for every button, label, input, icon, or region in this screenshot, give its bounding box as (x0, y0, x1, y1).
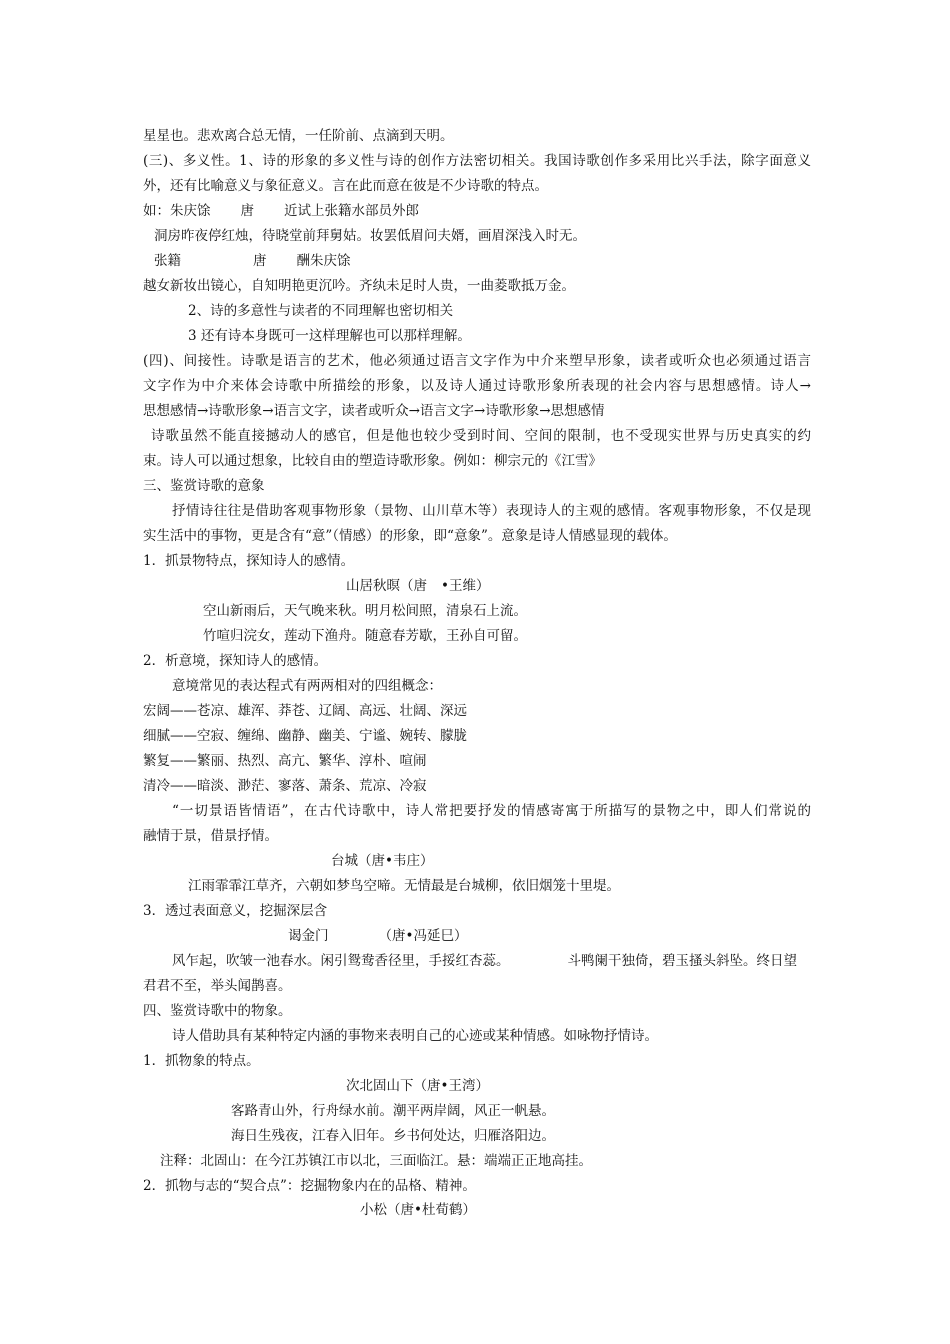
dynasty: 唐 (253, 253, 267, 269)
poem-title: 近试上张籍水部员外郎 (284, 203, 419, 219)
poet-name: （唐•冯延巳） (378, 928, 468, 944)
paragraph-line: (四)、间接性。诗歌是语言的艺术，他必须通过语言文字作为中介来塑早形象，读者或听众也必须通过语言 (143, 353, 811, 369)
text-line: 意境常见的表达程式有两两相对的四组概念： (172, 678, 442, 694)
text-line: 实生活中的事物，更是含有“意”（情感）的形象，即“意象”。意象是诗人情感显现的载体。 (143, 528, 677, 544)
paragraph-line: 文字作为中介来体会诗歌中所描绘的形象，以及诗人通过诗歌形象所表现的社会内容与思想感情。诗人→ (143, 378, 811, 394)
poem-verse: 斗鸭阑干独倚，碧玉搔头斜坠。终日望 (567, 953, 797, 969)
subheading: 2．抓物与志的“契合点”：挖掘物象内在的品格、精神。 (143, 1178, 476, 1194)
dynasty: 唐 (240, 203, 254, 219)
section-heading: 三、鉴赏诗歌的意象 (143, 478, 265, 494)
poem-line: 客路青山外，行舟绿水前。潮平两岸阔，风正一帆悬。 (231, 1103, 555, 1119)
poem-title-line (288, 924, 950, 948)
poem-line (172, 949, 811, 973)
poet-name: 如：朱庆馀 (143, 203, 211, 219)
poem-line: 空山新雨后，天气晚来秋。明月松间照，清泉石上流。 (203, 603, 527, 619)
poem-line: 洞房昨夜停红烛，待晓堂前拜舅姑。妆罢低眉问夫婿，画眉深浅入时无。 (154, 228, 586, 244)
text-line: 诗人借助具有某种特定内涵的事物来表明自己的心迹或某种情感。如咏物抒情诗。 (172, 1028, 658, 1044)
paragraph-line: “一切景语皆情语”，在古代诗歌中，诗人常把要抒发的情感寄寓于所描写的景物之中，即人们常说的 (172, 803, 811, 819)
subheading: 2．析意境，探知诗人的感情。 (143, 653, 328, 669)
concept-line: 细腻——空寂、缠绵、幽静、幽美、宁谧、婉转、朦胧 (143, 728, 467, 744)
poem-title: 谒金门 (288, 928, 329, 944)
paragraph-line: 诗歌虽然不能直接撼动人的感官，但是他也较少受到时间、空间的限制，也不受现实世界与历史真实的约 (151, 428, 811, 444)
poem-line: 海日生残夜，江春入旧年。乡书何处达，归雁洛阳边。 (231, 1128, 555, 1144)
text-line: 星星也。悲欢离合总无情，一任阶前、点滴到天明。 (143, 128, 454, 144)
poem-line: 江雨霏霏江草齐，六朝如梦鸟空啼。无情最是台城柳，依旧烟笼十里堤。 (188, 878, 620, 894)
poem-title: 台城（唐•韦庄） (331, 853, 434, 869)
paragraph-line: (三)、多义性。1、诗的形象的多义性与诗的创作方法密切相关。我国诗歌创作多采用比兴手法，除字面意义 (143, 153, 811, 169)
poem-title: 酬朱庆馀 (296, 253, 351, 269)
poet-name: 张籍 (154, 253, 181, 269)
section-heading: 四、鉴赏诗歌中的物象。 (143, 1003, 292, 1019)
poem-verse: 风乍起，吹皱一池春水。闲引鸳鸯香径里，手挼红杏蕊。 (172, 953, 510, 969)
concept-line: 宏阔——苍凉、雄浑、莽苍、辽阔、高远、壮阔、深远 (143, 703, 467, 719)
poet-name: •王维） (441, 578, 490, 594)
poem-credit-line (143, 199, 811, 223)
text-line: 2、诗的多意性与读者的不同理解也密切相关 (188, 303, 454, 319)
subheading: 1．抓物象的特点。 (143, 1053, 260, 1069)
text-line: 外，还有比喻意义与象征意义。言在此而意在彼是不少诗歌的特点。 (143, 178, 548, 194)
text-line: 3 还有诗本身既可一这样理解也可以那样理解。 (188, 328, 471, 344)
text-line: 融情于景，借景抒情。 (143, 828, 278, 844)
concept-line: 繁复——繁丽、热烈、高亢、繁华、淳朴、喧闹 (143, 753, 427, 769)
poem-title-line (346, 574, 950, 598)
poem-credit-line (154, 249, 822, 273)
poem-title: 小松（唐•杜荀鹤） (360, 1202, 476, 1218)
annotation-line: 注释：北固山：在今江苏镇江市以北，三面临江。悬：端端正正地高挂。 (160, 1153, 592, 1169)
subheading: 1．抓景物特点，探知诗人的感情。 (143, 553, 355, 569)
subheading: 3．透过表面意义，挖掘深层含 (143, 903, 328, 919)
concept-line: 清冷——暗淡、渺茫、寥落、萧条、荒凉、冷寂 (143, 778, 427, 794)
poem-line: 越女新妆出镜心，自知明艳更沉吟。齐纨未足时人贵，一曲菱歌抵万金。 (143, 278, 575, 294)
poem-line: 君君不至，举头闻鹊喜。 (143, 978, 292, 994)
text-line: 思想感情→诗歌形象→语言文字，读者或听众→语言文字→诗歌形象→思想感情 (143, 403, 605, 419)
paragraph-line: 抒情诗往往是借助客观事物形象（景物、山川草木等）表现诗人的主观的感情。客观事物形象，不仅是现 (172, 503, 811, 519)
poem-title: 次北固山下（唐•王湾） (346, 1078, 489, 1094)
text-line: 束。诗人可以通过想象，比较自由的塑造诗歌形象。例如：柳宗元的《江雪》 (143, 453, 602, 469)
poem-line: 竹喧归浣女，莲动下渔舟。随意春芳歇，王孙自可留。 (203, 628, 527, 644)
poem-title: 山居秋暝（唐 (346, 578, 427, 594)
